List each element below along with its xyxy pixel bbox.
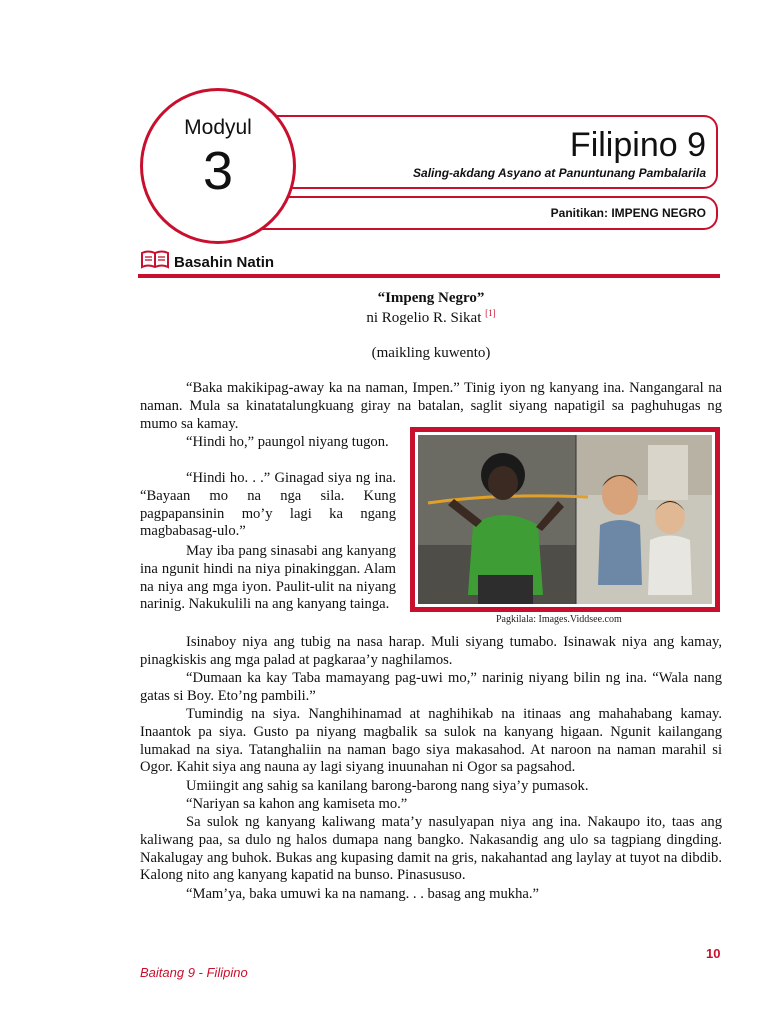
paragraph: “Nariyan sa kahon ang kamiseta mo.” [186,796,408,812]
paragraph: “Hindi ho,” paungol niyang tugon. [186,434,389,450]
story-author: ni Rogelio R. Sikat [1] [366,308,496,326]
illustration-image [418,435,712,604]
paragraph: Sa sulok ng kanyang kaliwang mata’y nasulyapan niya ang ina. Nakaupo ito, taas ang kaliwang paa, sa dulo ng halos dumapa nang bangko. Nakasandig ang ulo sa tagpiang dingding. Nakalugay ang buhok. Bukas ang kupasing damit na gris, nakahantad ang laylay at tuyot na dibdib. Kalong nito ang kanyang kapatid na bunso. Pinasususo. [140,814,722,884]
module-label: Modyul [184,116,252,139]
panitikan-label: Panitikan: IMPENG NEGRO [550,206,706,220]
paragraph: “Mam’ya, baka umuwi ka na namang. . . basag ang mukha.” [186,886,539,902]
paragraph: Umiingit ang sahig sa kanilang barong-barong nang siya’y pumasok. [186,778,589,794]
paragraph: May iba pang sinasabi ang kanyang ina ngunit hindi na niya pinakinggan. Alam na niya ang mga iyon. Paulit-ulit na niyang narinig. Nakukulili na ang kanyang tainga. [140,543,396,613]
footnote-link[interactable]: [1] [485,308,496,318]
paragraph: “Dumaan ka kay Taba mamayang pag-uwi mo,” narinig niyang bilin ng ina. “Wala nang gatas si Boy. Eto’ng pambili.” [140,670,722,704]
figure-caption: Pagkilala: Images.Viddsee.com [496,614,622,625]
story-title: “Impeng Negro” [377,290,485,306]
book-icon [140,250,170,274]
paragraph: “Hindi ho. . .” Ginagad siya ng ina. “Bayaan mo na nga sila. Kung pagpapansinin mo’y lagi ka ngang magbabasag-ulo.” [140,470,396,540]
section-label: Basahin Natin [174,253,275,271]
module-number: 3 [202,141,234,201]
page-subtitle: Saling-akdang Asyano at Panuntunang Pambalarila [413,166,706,180]
footer-label: Baitang 9 - Filipino [140,965,248,980]
section-divider [138,274,720,278]
page-title: Filipino 9 [569,126,706,164]
story-illustration [410,427,720,612]
paragraph: Isinaboy niya ang tubig na nasa harap. Muli siyang tumabo. Isinawak niya ang kamay, pinagkiskis ang mga palad at pagkaraa’y naghilamos. [140,634,722,668]
paragraph: “Baka makikipag-away ka na naman, Impen.” Tinig iyon ng kanyang ina. Nangangaral na naman. Mula sa kinatatalungkuang giray na batalan, saglit siyang napatigil sa paghuhugas ng mumo sa kamay. [140,380,722,432]
paragraph: Tumindig na siya. Nanghihinamad at naghihikab na itinaas ang mahahabang kamay. Inaantok pa siya. Gusto pa niyang magbalik sa sulok na kanyang higaan. Ngunit kailangang lumakad na siya. Tatanghaliin na naman bago siya makasahod. At naroon na naman marahil si Ogor. Kahit siya ang nauna ay lagi siyang inuunahan ni Ogor sa pagsahod. [140,706,722,776]
page-number: 10 [706,946,721,961]
section-heading [140,250,274,274]
story-genre: (maikling kuwento) [371,345,491,361]
